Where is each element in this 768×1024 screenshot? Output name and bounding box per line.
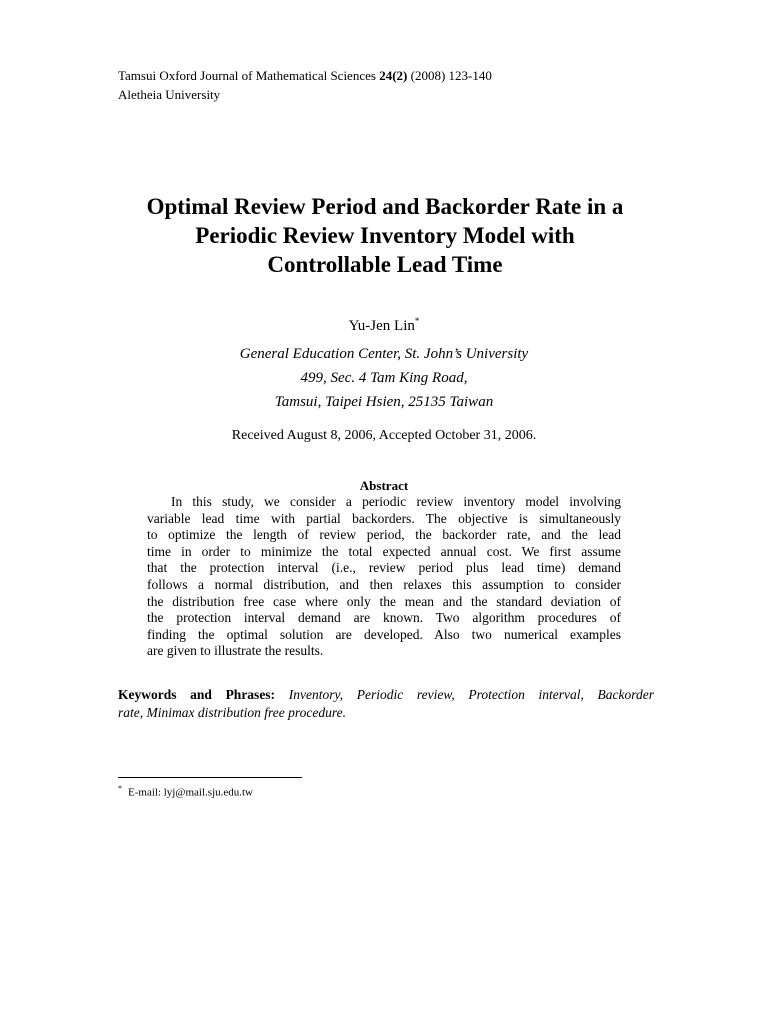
footnote-mark: * bbox=[118, 784, 122, 793]
abstract-line: the distribution free case where only the mean and the standard deviation of bbox=[147, 593, 621, 609]
title-line: Periodic Review Inventory Model with bbox=[195, 223, 575, 248]
footnote-email: E-mail: lyj@mail.sju.edu.tw bbox=[128, 786, 254, 799]
journal-publisher: Aletheia University bbox=[118, 87, 221, 102]
title-line: Controllable Lead Time bbox=[267, 252, 503, 277]
footnote-divider bbox=[118, 777, 302, 778]
abstract-line: the protection interval demand are known. Two algorithm procedures of bbox=[147, 610, 621, 626]
abstract-line: finding the optimal solution are developed. Also two numerical examples bbox=[147, 626, 621, 642]
abstract-line: time in order to minimize the total expected annual cost. We first assume bbox=[147, 543, 621, 559]
keywords-block bbox=[118, 686, 654, 722]
journal-name: Tamsui Oxford Journal of Mathematical Sciences bbox=[118, 68, 376, 83]
paper-title bbox=[60, 192, 710, 279]
keywords-line bbox=[118, 686, 654, 704]
keywords-line: rate, Minimax distribution free procedure. bbox=[118, 705, 346, 720]
abstract-line: follows a normal distribution, and then relaxes this assumption to consider bbox=[147, 576, 621, 592]
footnote bbox=[118, 784, 253, 799]
author bbox=[0, 316, 768, 335]
journal-citation-line bbox=[118, 66, 492, 85]
abstract-line: are given to illustrate the results. bbox=[147, 643, 324, 659]
abstract-body bbox=[147, 494, 621, 660]
keywords-value: Inventory, Periodic review, Protection interval, Backorder bbox=[288, 687, 654, 702]
author-name: Yu-Jen Lin bbox=[348, 318, 415, 334]
journal-volume-issue: 24(2) bbox=[379, 68, 408, 83]
abstract-line: variable lead time with partial backorders. The objective is simultaneously bbox=[147, 510, 621, 526]
abstract-line: that the protection interval (i.e., review period plus lead time) demand bbox=[147, 560, 621, 576]
journal-year-pages: (2008) 123-140 bbox=[410, 68, 492, 83]
affiliation-line: Tamsui, Taipei Hsien, 25135 Taiwan bbox=[274, 394, 494, 410]
author-affiliation bbox=[0, 342, 768, 414]
affiliation-line: 499, Sec. 4 Tam King Road, bbox=[300, 370, 468, 386]
author-footnote-mark: * bbox=[414, 316, 420, 326]
abstract-line: to optimize the length of review period, the backorder rate, and the lead bbox=[147, 527, 621, 543]
received-dates: Received August 8, 2006, Accepted October 31, 2006. bbox=[231, 428, 537, 443]
journal-header bbox=[118, 66, 492, 104]
abstract-line: In this study, we consider a periodic review inventory model involving bbox=[171, 494, 621, 509]
abstract-heading: Abstract bbox=[359, 478, 409, 493]
affiliation-line: General Education Center, St. John’s University bbox=[239, 346, 529, 362]
title-line: Optimal Review Period and Backorder Rate in a bbox=[146, 194, 624, 219]
keywords-label: Keywords and Phrases: bbox=[118, 687, 276, 702]
